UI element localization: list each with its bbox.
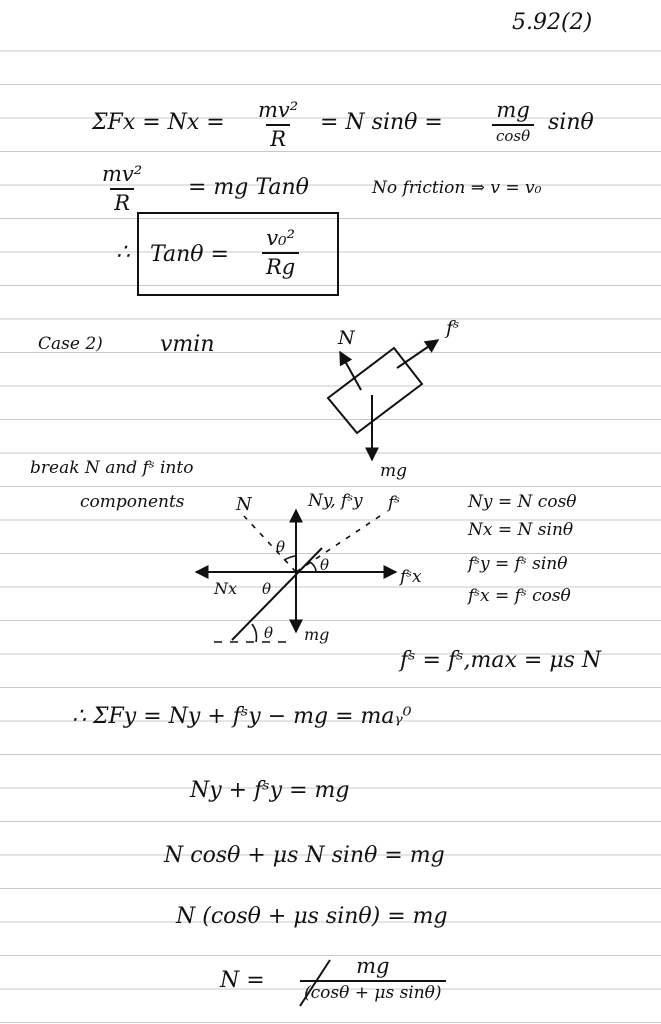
free-body-block-diagram xyxy=(328,317,459,481)
ncos-musn-sin-equation: N cosθ + μs N sinθ = mg xyxy=(164,843,445,868)
n-factored-equation: N (cosθ + μs sinθ) = mg xyxy=(176,904,448,929)
n-sin-term: = N sinθ = xyxy=(320,110,443,135)
mv2-numerator-b: mv² xyxy=(102,162,143,186)
problem-number: 5.92(2) xyxy=(512,10,593,35)
v-min-label: vmin xyxy=(160,332,215,357)
fs-force-arrow xyxy=(397,340,438,368)
mg-tan-term: = mg Tanθ xyxy=(188,175,309,200)
fraction-slash xyxy=(300,960,330,1006)
ny-plus-fy-equation: Ny + fˢy = mg xyxy=(190,778,350,803)
theta-label-incline: θ xyxy=(264,624,274,642)
n-dashed-line xyxy=(244,516,296,572)
sum-fx-equation: ΣFx = Nx = xyxy=(92,110,225,135)
cos-denominator: cosθ xyxy=(492,124,534,144)
incline-angle-arc xyxy=(252,624,257,642)
comp-ny-fy-label: Ny, fˢy xyxy=(308,491,363,511)
tan-theta-lhs: Tanθ = xyxy=(150,242,229,267)
comp-n-label: N xyxy=(236,494,252,515)
mv2-numerator: mv² xyxy=(258,98,299,122)
fsx-equation: fˢx = fˢ cosθ xyxy=(468,586,571,606)
components-intro-line1: break N and fˢ into xyxy=(30,458,194,478)
n-force-arrow xyxy=(340,352,361,390)
r-denominator-b: R xyxy=(110,188,134,214)
no-friction-note: No friction ⇒ v = v₀ xyxy=(372,178,542,198)
comp-nx-label: Nx xyxy=(214,579,238,598)
comp-fx-label: fˢx xyxy=(400,567,422,587)
rg-denominator: Rg xyxy=(262,252,299,278)
n-force-label: N xyxy=(338,327,355,349)
mg-numerator: mg xyxy=(496,98,530,122)
fs-dashed-line xyxy=(296,512,386,572)
component-axes-diagram xyxy=(196,491,422,644)
components-intro-line2: components xyxy=(80,492,185,512)
theta-label-fs: θ xyxy=(320,556,330,574)
nx-equation: Nx = N sinθ xyxy=(468,520,574,540)
fs-max-equation: fˢ = fˢ,max = μs N xyxy=(400,648,602,673)
sum-fy-equation: ∴ ΣFy = Ny + fˢy − mg = maᵧ⁰ xyxy=(72,704,412,729)
n-solution-numerator: mg xyxy=(356,954,390,978)
n-solution-lhs: N = xyxy=(220,968,265,993)
theta-label-n: θ xyxy=(276,538,286,556)
ny-equation: Ny = N cosθ xyxy=(468,492,577,512)
fs-force-label: fˢ xyxy=(446,317,460,339)
case-2-label: Case 2) xyxy=(38,334,103,354)
mg-force-label: mg xyxy=(380,461,408,481)
fs-angle-arc xyxy=(310,562,316,572)
n-solution-denominator: (cosθ + μs sinθ) xyxy=(300,980,446,1002)
v0-squared-numerator: v₀² xyxy=(266,226,295,250)
fsy-equation: fˢy = fˢ sinθ xyxy=(468,554,568,574)
r-denominator: R xyxy=(266,124,290,150)
sin-theta-tail: sinθ xyxy=(548,110,594,135)
comp-mg-label: mg xyxy=(304,625,330,644)
theta-label-nx: θ xyxy=(262,580,272,598)
therefore-symbol: ∴ xyxy=(116,240,130,265)
n-angle-arc xyxy=(284,556,296,560)
comp-fs-label: fˢ xyxy=(388,493,401,513)
